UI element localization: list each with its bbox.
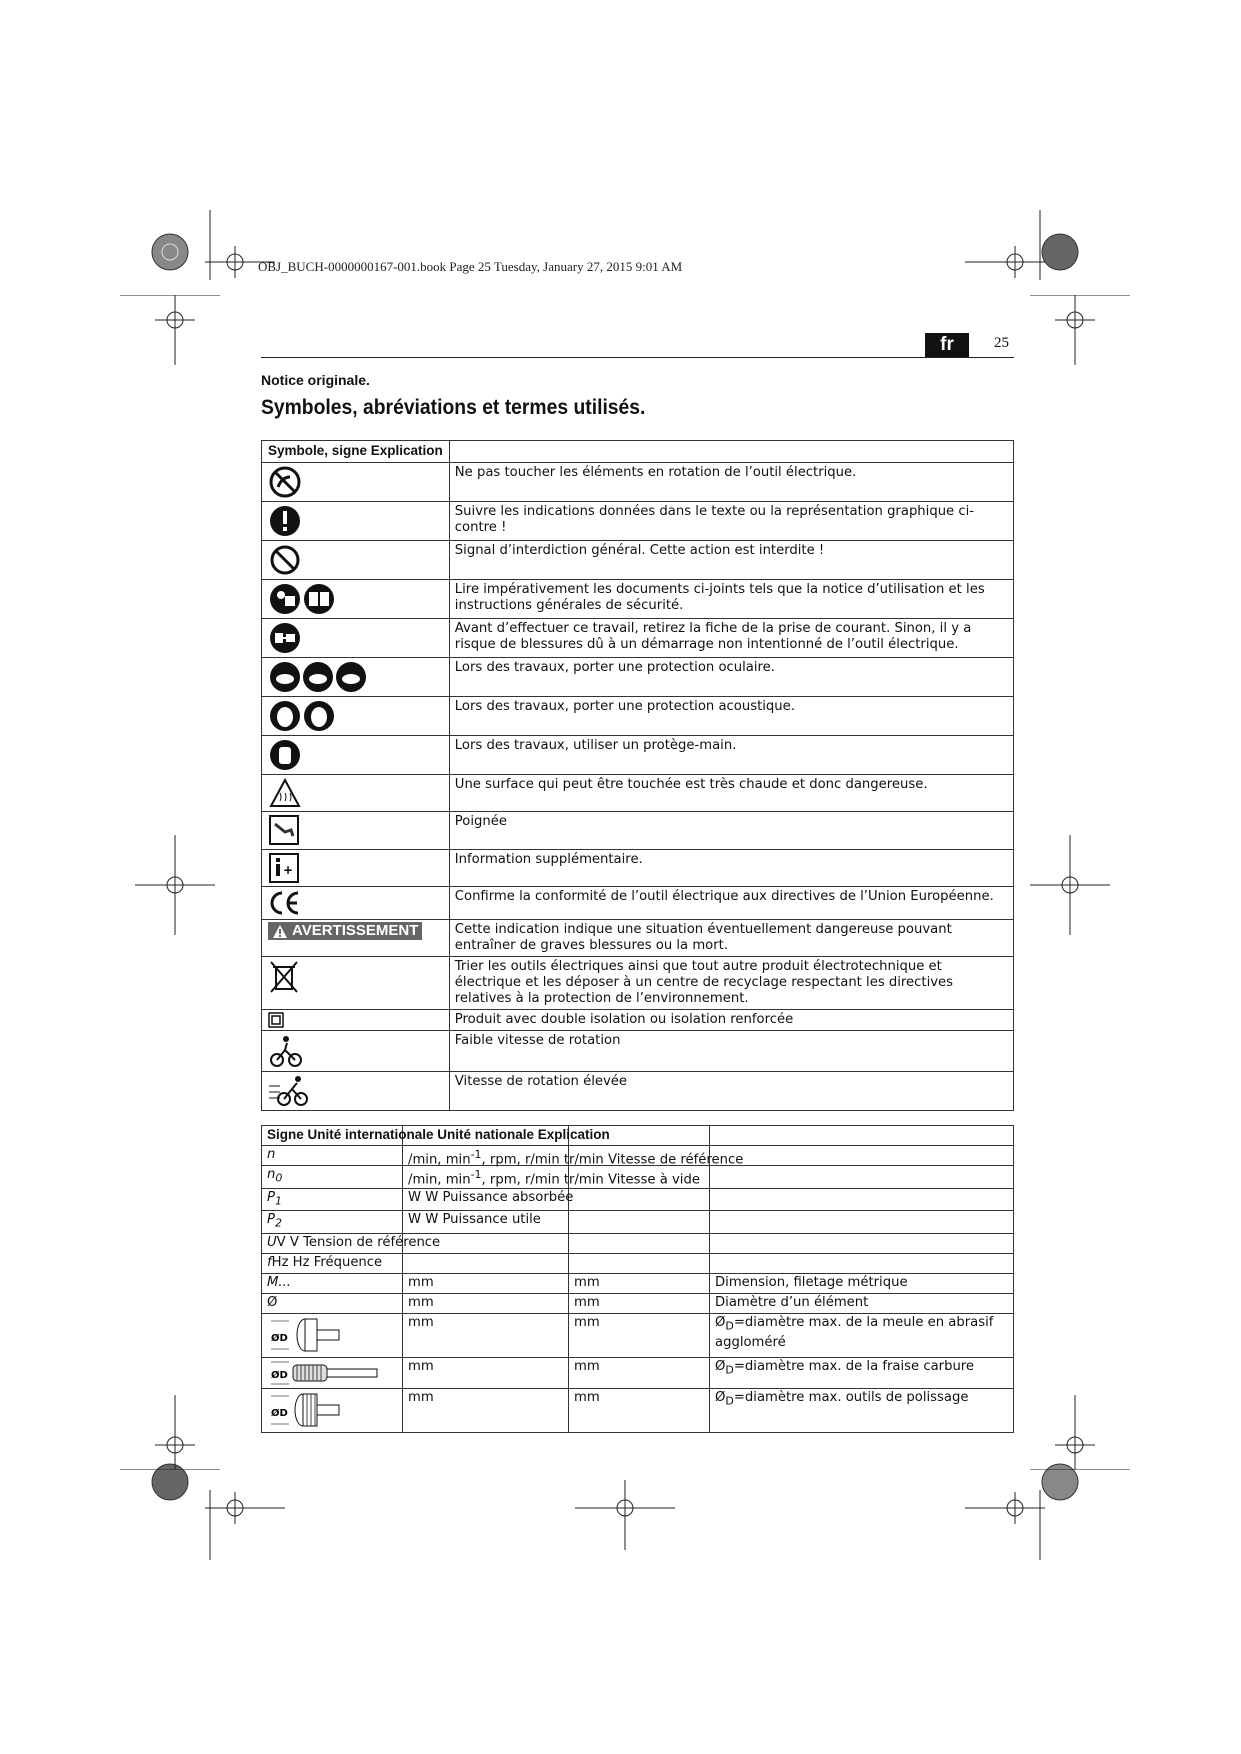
prohibition-icon (268, 543, 302, 577)
page-number: 25 (994, 335, 1009, 351)
mandatory-exclamation-icon (268, 504, 302, 538)
table-row: Faible vitesse de rotation (262, 1031, 1014, 1072)
table-row: M... mm mm Dimension, filetage métrique (262, 1273, 1014, 1293)
table-row: AVERTISSEMENT Cette indication indique une situation éventuellement dangereuse pouvant entraîner de graves blessures ou la mort. (262, 920, 1014, 957)
notice-label: Notice originale. (261, 372, 370, 388)
carbide-cutter-diameter-icon (267, 1359, 387, 1387)
table-row: Lors des travaux, utiliser un protège-main. (262, 736, 1014, 775)
section-title: Symboles, abréviations et termes utilisés. (261, 396, 646, 419)
table-row: Confirme la conformité de l’outil électrique aux directives de l’Union Européenne. (262, 887, 1014, 920)
table-row: + Information supplémentaire. (262, 850, 1014, 887)
units-table (261, 1125, 1014, 1433)
header-rule (261, 357, 1014, 358)
svg-text:ØD: ØD (271, 1369, 288, 1381)
weee-bin-icon (268, 959, 300, 995)
slow-speed-icon (268, 1033, 304, 1069)
registration-circle-icon (1040, 232, 1080, 272)
polishing-tool-diameter-icon (267, 1390, 347, 1430)
crop-mark-icon (120, 295, 220, 365)
table-row: Produit avec double isolation ou isolation renforcée (262, 1010, 1014, 1031)
table-row: UV V Tension de référence (262, 1233, 1014, 1253)
language-badge: fr (925, 333, 969, 357)
units-table-header: Signe Unité internationale Unité nationale Explication (267, 1127, 610, 1142)
grinding-wheel-diameter-icon (267, 1315, 347, 1355)
svg-text:ØD: ØD (271, 1332, 288, 1344)
high-speed-icon (268, 1074, 312, 1108)
table-row: Ne pas toucher les éléments en rotation de l’outil électrique. (262, 463, 1014, 502)
hand-protection-icon (268, 738, 302, 772)
table-row: Poignée (262, 812, 1014, 850)
table-row: ØD mm mm $Ø_D=diamètre$ max. de la fraise carbure (262, 1357, 1014, 1388)
table-row: Ø mm mm Diamètre d’un élément (262, 1293, 1014, 1313)
crop-mark-icon (205, 1470, 285, 1560)
table-row: Signal d’interdiction général. Cette action est interdite ! (262, 541, 1014, 580)
registration-circle-icon (150, 232, 190, 272)
svg-text:+: + (283, 863, 294, 877)
crop-mark-icon (575, 1480, 675, 1550)
double-insulation-icon (268, 1012, 284, 1028)
table-row: $n_0$ /min, $\min^{-1}$, rpm, r/min tr/min Vitesse à vide (262, 1166, 1014, 1189)
ear-protection-icon (268, 699, 338, 733)
svg-text:ØD: ØD (271, 1407, 288, 1419)
table-row: Lors des travaux, porter une protection acoustique. (262, 697, 1014, 736)
table-row: n /min, $\min^{-1}$, rpm, r/min tr/min Vitesse de référence (262, 1146, 1014, 1166)
info-icon (268, 852, 300, 884)
no-touch-rotating-icon (268, 465, 302, 499)
crop-mark-icon (1030, 835, 1110, 935)
warning-label-icon: AVERTISSEMENT (268, 922, 422, 940)
ce-mark-icon (268, 889, 302, 917)
table-row: $P_1$ W W Puissance absorbée (262, 1188, 1014, 1211)
warning-triangle-icon (272, 924, 288, 939)
table-row: ØD mm mm $Ø_D=diamètre$ max. de la meule en abrasif aggloméré (262, 1313, 1014, 1357)
table-row: Avant d’effectuer ce travail, retirez la fiche de la prise de courant. Sinon, il y a risque de blessures dû à un démarrage non intentionné de l’outil électrique. (262, 619, 1014, 658)
crop-mark-icon (965, 1470, 1045, 1560)
read-manual-icon (268, 582, 338, 616)
file-info-line: OBJ_BUCH-0000000167-001.book Page 25 Tuesday, January 27, 2015 9:01 AM (258, 259, 683, 274)
symbols-table-header: Symbole, signe Explication (262, 441, 450, 463)
handle-icon (268, 814, 300, 846)
table-row: Lire impérativement les documents ci-joints tels que la notice d’utilisation et les instructions générales de sécurité. (262, 580, 1014, 619)
table-row: Vitesse de rotation élevée (262, 1072, 1014, 1111)
crop-mark-icon (1030, 1395, 1130, 1470)
table-row (262, 1126, 1014, 1146)
table-row: fHz Hz Fréquence (262, 1253, 1014, 1273)
hot-surface-icon (268, 777, 302, 809)
table-row: ØD mm mm $Ø_D=diamètre$ max. outils de polissage (262, 1388, 1014, 1432)
symbols-table (261, 440, 1014, 1111)
table-row: Une surface qui peut être touchée est très chaude et donc dangereuse. (262, 775, 1014, 812)
crop-mark-icon (1030, 295, 1130, 365)
table-row: Suivre les indications données dans le texte ou la représentation graphique ci-contre ! (262, 502, 1014, 541)
table-row: Trier les outils électriques ainsi que tout autre produit électrotechnique et électrique et les déposer à un centre de recyclage respectant les directives relatives à la protection de l’environnement. (262, 957, 1014, 1010)
eye-protection-icon (268, 660, 368, 694)
table-row: $P_2$ W W Puissance utile (262, 1211, 1014, 1234)
crop-mark-icon (135, 835, 215, 935)
table-row: Lors des travaux, porter une protection oculaire. (262, 658, 1014, 697)
unplug-icon (268, 621, 302, 655)
crop-mark-icon (120, 1395, 220, 1470)
